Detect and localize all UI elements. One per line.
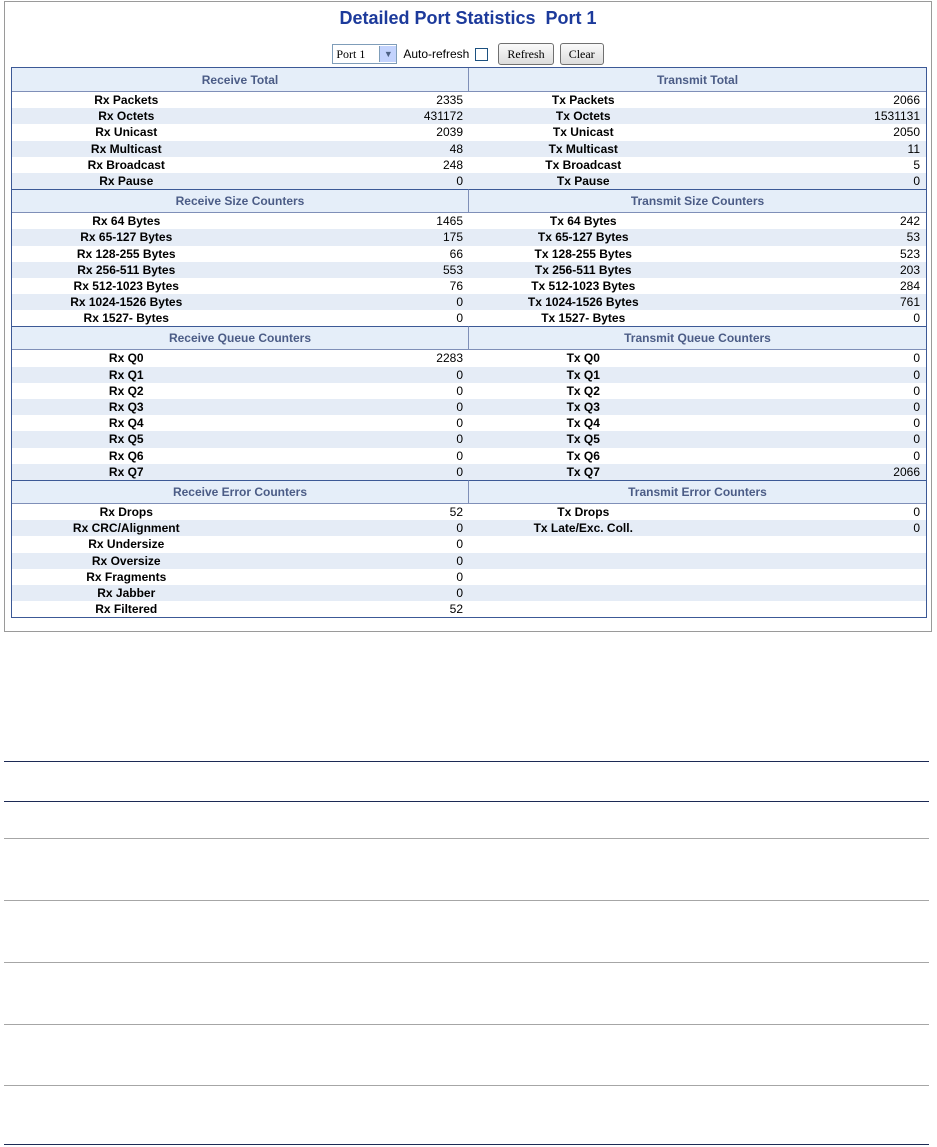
- counter-value: 2066: [893, 464, 920, 479]
- port-select-value: Port 1: [336, 46, 366, 61]
- receive-cell: [12, 383, 469, 399]
- receive-cell: [12, 601, 469, 617]
- counter-value: 0: [913, 504, 920, 519]
- counter-label: Tx 1024-1526 Bytes: [527, 295, 639, 310]
- transmit-cell: [469, 383, 926, 399]
- counter-label: [469, 536, 698, 552]
- counter-label: Rx Q1: [108, 367, 144, 382]
- counter-label: [469, 585, 698, 601]
- receive-cell: [12, 157, 469, 173]
- transmit-cell: [469, 124, 926, 140]
- table-row: [12, 448, 926, 464]
- receive-cell: [12, 310, 469, 326]
- counter-label: Tx Q2: [566, 383, 600, 398]
- counter-value: 0: [913, 432, 920, 447]
- counter-label: [469, 569, 698, 585]
- counter-value: 0: [913, 311, 920, 326]
- divider: [4, 1085, 929, 1086]
- transmit-cell: [469, 310, 926, 326]
- receive-section-title: Receive Queue Counters: [12, 326, 469, 350]
- divider: [4, 962, 929, 963]
- receive-cell: [12, 229, 469, 245]
- transmit-cell: [469, 504, 926, 520]
- table-row: [12, 310, 926, 326]
- table-row: [12, 157, 926, 173]
- counter-value: 0: [913, 416, 920, 431]
- counter-value: 0: [456, 367, 463, 382]
- counter-label: Rx Q6: [108, 448, 144, 463]
- divider: [4, 801, 929, 802]
- divider: [4, 900, 929, 901]
- counter-value: [698, 536, 927, 552]
- counter-label: Rx Oversize: [91, 553, 161, 568]
- receive-section-title: Receive Size Counters: [12, 189, 469, 213]
- table-row: [12, 141, 926, 157]
- counter-value: 0: [456, 432, 463, 447]
- transmit-section-title: Transmit Size Counters: [469, 189, 926, 213]
- counter-label: Tx Octets: [555, 109, 611, 124]
- counter-label: Rx Pause: [99, 173, 154, 188]
- counter-label: Tx Q7: [566, 464, 600, 479]
- transmit-cell: [469, 294, 926, 310]
- receive-cell: [12, 399, 469, 415]
- table-row: [12, 367, 926, 383]
- counter-label: Tx Late/Exc. Coll.: [533, 521, 633, 536]
- counter-value: [698, 585, 927, 601]
- counter-value: 242: [899, 214, 920, 229]
- transmit-section-title: Transmit Queue Counters: [469, 326, 926, 350]
- receive-cell: [12, 569, 469, 585]
- table-row: [12, 229, 926, 245]
- table-row: [12, 585, 926, 601]
- counter-label: Tx Q3: [566, 400, 600, 414]
- table-row: [12, 399, 926, 415]
- table-row: [12, 504, 926, 520]
- receive-cell: [12, 124, 469, 140]
- table-row: [12, 601, 926, 617]
- counter-value: [698, 569, 927, 585]
- counter-value: 76: [449, 278, 463, 293]
- counter-label: Rx Unicast: [95, 125, 158, 140]
- receive-cell: [12, 213, 469, 229]
- table-row: [12, 92, 926, 108]
- counter-value: 0: [456, 585, 463, 600]
- counter-value: 0: [456, 569, 463, 584]
- counter-label: Tx Q5: [566, 432, 600, 447]
- counter-value: 2335: [436, 93, 463, 107]
- receive-cell: [12, 350, 469, 366]
- counter-value: 0: [456, 295, 463, 310]
- counter-value: 0: [913, 367, 920, 382]
- counter-value: 523: [899, 246, 920, 261]
- counter-label: Rx Q4: [108, 416, 144, 431]
- table-row: [12, 294, 926, 310]
- transmit-cell: [469, 350, 926, 366]
- counter-value: 52: [449, 504, 463, 519]
- receive-cell: [12, 294, 469, 310]
- counter-label: Rx Broadcast: [87, 157, 165, 172]
- counter-value: 53: [906, 230, 920, 245]
- counter-label: Rx Octets: [98, 109, 155, 124]
- counter-label: Rx Q5: [108, 432, 144, 447]
- table-row: [12, 262, 926, 278]
- table-row: [12, 536, 926, 552]
- counter-label: Tx Drops: [557, 504, 610, 519]
- counter-value: 0: [456, 383, 463, 398]
- counter-value: 1465: [436, 214, 463, 229]
- counter-value: 0: [913, 173, 920, 188]
- receive-section-title: Receive Total: [12, 68, 469, 92]
- chevron-down-icon[interactable]: ▼: [379, 46, 396, 62]
- counter-label: Rx 1527- Bytes: [83, 311, 169, 326]
- counter-value: 0: [456, 416, 463, 431]
- counter-label: Rx 128-255 Bytes: [76, 246, 176, 261]
- counter-label: Rx 65-127 Bytes: [80, 230, 173, 245]
- counter-label: Tx Unicast: [552, 125, 614, 140]
- table-row: [12, 520, 926, 536]
- counter-value: [698, 553, 927, 569]
- section-header: [12, 326, 926, 350]
- counter-value: 0: [913, 351, 920, 366]
- table-row: [12, 464, 926, 480]
- table-row: [12, 246, 926, 262]
- counter-label: [469, 553, 698, 569]
- receive-cell: [12, 504, 469, 520]
- transmit-section-title: Transmit Error Counters: [469, 480, 926, 504]
- counter-label: Rx Drops: [99, 504, 153, 519]
- transmit-cell: [469, 246, 926, 262]
- counter-value: 284: [899, 278, 920, 293]
- transmit-cell: [469, 367, 926, 383]
- transmit-cell: [469, 536, 926, 552]
- statistics-table: [11, 67, 927, 618]
- counter-label: Rx Q7: [108, 464, 144, 479]
- counter-label: Rx Fragments: [86, 569, 167, 584]
- counter-value: 0: [456, 464, 463, 479]
- counter-value: [698, 601, 927, 617]
- counter-label: Tx Q1: [566, 367, 600, 382]
- counter-value: 0: [913, 448, 920, 463]
- counter-label: Rx Q0: [108, 351, 144, 366]
- counter-label: Tx Packets: [551, 93, 615, 107]
- transmit-section-title: Transmit Total: [469, 68, 926, 92]
- receive-cell: [12, 278, 469, 294]
- auto-refresh-label: Auto-refresh: [403, 47, 470, 61]
- receive-cell: [12, 262, 469, 278]
- section-header: [12, 189, 926, 213]
- section-header: [12, 480, 926, 504]
- transmit-cell: [469, 520, 926, 536]
- table-row: [12, 173, 926, 189]
- counter-label: Tx Broadcast: [545, 157, 622, 172]
- counter-value: 2050: [893, 125, 920, 140]
- counter-value: 0: [456, 400, 463, 414]
- transmit-cell: [469, 278, 926, 294]
- counter-value: 66: [449, 246, 463, 261]
- counter-value: 0: [456, 311, 463, 326]
- counter-label: Rx Undersize: [88, 537, 165, 552]
- divider: [4, 1144, 929, 1145]
- counter-label: Tx 512-1023 Bytes: [531, 278, 636, 293]
- counter-value: 0: [913, 383, 920, 398]
- counter-value: 0: [913, 400, 920, 414]
- transmit-cell: [469, 141, 926, 157]
- receive-cell: [12, 431, 469, 447]
- counter-value: 0: [456, 173, 463, 188]
- divider: [4, 761, 929, 762]
- counter-label: Rx 1024-1526 Bytes: [70, 295, 183, 310]
- counter-value: 0: [456, 521, 463, 536]
- counter-value: 761: [899, 295, 920, 310]
- transmit-cell: [469, 262, 926, 278]
- auto-refresh-checkbox[interactable]: [475, 48, 488, 61]
- transmit-cell: [469, 553, 926, 569]
- transmit-cell: [469, 464, 926, 480]
- counter-label: Rx Filtered: [95, 602, 158, 617]
- transmit-cell: [469, 431, 926, 447]
- counter-value: 48: [449, 141, 463, 156]
- counter-label: Rx Multicast: [90, 141, 162, 156]
- table-row: [12, 431, 926, 447]
- counter-label: Rx 256-511 Bytes: [77, 262, 176, 277]
- section-header: [12, 68, 926, 92]
- counter-label: Tx 65-127 Bytes: [537, 230, 629, 245]
- counter-value: 175: [442, 230, 463, 245]
- table-row: [12, 124, 926, 140]
- receive-cell: [12, 367, 469, 383]
- receive-cell: [12, 464, 469, 480]
- counter-label: Tx Q6: [566, 448, 600, 463]
- counter-value: 5: [913, 157, 920, 172]
- counter-label: Rx CRC/Alignment: [72, 521, 180, 536]
- counter-label: Tx 1527- Bytes: [541, 311, 626, 326]
- transmit-cell: [469, 213, 926, 229]
- receive-cell: [12, 108, 469, 124]
- receive-cell: [12, 141, 469, 157]
- counter-value: 0: [456, 553, 463, 568]
- transmit-cell: [469, 585, 926, 601]
- divider: [4, 1024, 929, 1025]
- transmit-cell: [469, 229, 926, 245]
- counter-label: Tx 256-511 Bytes: [534, 262, 632, 277]
- counter-value: 11: [907, 141, 920, 156]
- table-row: [12, 569, 926, 585]
- receive-cell: [12, 246, 469, 262]
- table-row: [12, 350, 926, 366]
- table-row: [12, 415, 926, 431]
- transmit-cell: [469, 157, 926, 173]
- controls-bar: [5, 42, 931, 66]
- counter-label: Rx Q2: [108, 383, 144, 398]
- port-select[interactable]: [332, 44, 397, 64]
- divider: [4, 838, 929, 839]
- transmit-cell: [469, 448, 926, 464]
- counter-value: 553: [442, 262, 463, 277]
- counter-label: Tx Q0: [566, 351, 600, 366]
- transmit-cell: [469, 569, 926, 585]
- counter-value: 0: [456, 537, 463, 552]
- receive-cell: [12, 92, 469, 108]
- receive-cell: [12, 536, 469, 552]
- table-row: [12, 213, 926, 229]
- counter-value: 203: [899, 262, 920, 277]
- counter-label: Rx Packets: [94, 93, 159, 107]
- counter-value: 2066: [893, 93, 920, 107]
- receive-cell: [12, 520, 469, 536]
- transmit-cell: [469, 173, 926, 189]
- transmit-cell: [469, 108, 926, 124]
- receive-cell: [12, 415, 469, 431]
- transmit-cell: [469, 399, 926, 415]
- counter-value: 248: [442, 157, 463, 172]
- counter-label: Rx Q3: [108, 400, 144, 414]
- counter-value: 2283: [436, 351, 463, 366]
- counter-value: 2039: [436, 125, 463, 140]
- counter-label: Rx Jabber: [97, 585, 156, 600]
- counter-label: Tx 128-255 Bytes: [534, 246, 632, 261]
- counter-value: 1531131: [874, 109, 920, 124]
- receive-cell: [12, 585, 469, 601]
- receive-cell: [12, 173, 469, 189]
- transmit-cell: [469, 415, 926, 431]
- page-title: Detailed Port Statistics Port 1: [339, 8, 597, 28]
- table-row: [12, 108, 926, 124]
- transmit-cell: [469, 601, 926, 617]
- counter-label: Tx 64 Bytes: [549, 214, 617, 229]
- counter-value: 431172: [423, 109, 463, 124]
- transmit-cell: [469, 92, 926, 108]
- counter-label: Tx Multicast: [548, 141, 618, 156]
- clear-button[interactable]: Clear: [560, 43, 604, 65]
- refresh-button[interactable]: Refresh: [498, 43, 553, 65]
- receive-cell: [12, 553, 469, 569]
- counter-value: 0: [456, 448, 463, 463]
- receive-section-title: Receive Error Counters: [12, 480, 469, 504]
- table-row: [12, 278, 926, 294]
- table-row: [12, 383, 926, 399]
- counter-value: 0: [913, 521, 920, 536]
- counter-label: [469, 601, 698, 617]
- counter-label: Rx 512-1023 Bytes: [73, 278, 179, 293]
- counter-value: 52: [449, 602, 463, 617]
- receive-cell: [12, 448, 469, 464]
- counter-label: Rx 64 Bytes: [92, 214, 161, 229]
- counter-label: Tx Pause: [556, 173, 610, 188]
- counter-label: Tx Q4: [566, 416, 600, 431]
- table-row: [12, 553, 926, 569]
